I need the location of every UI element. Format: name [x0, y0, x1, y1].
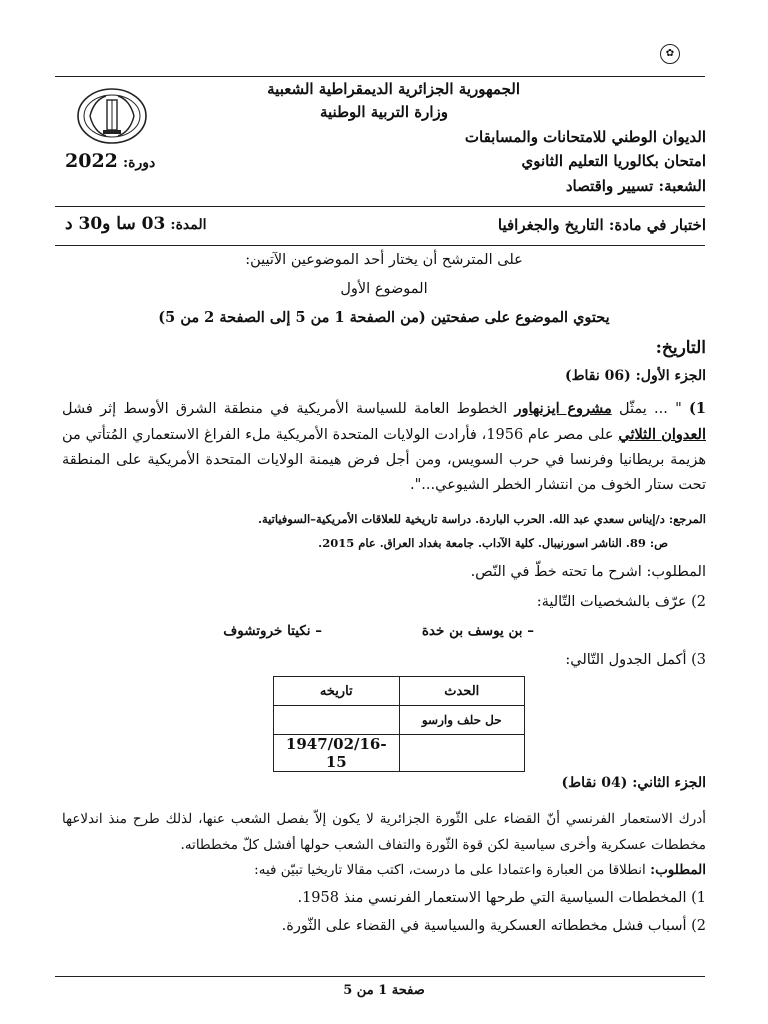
- table-cell-event: حل حلف وارسو: [399, 706, 525, 735]
- history-title: التاريخ:: [655, 338, 706, 358]
- table-header-row: [274, 677, 525, 706]
- header-mid-rule: [55, 206, 705, 207]
- q1-required: المطلوب: اشرح ما تحته خطّ في النّص.: [470, 564, 706, 580]
- table-header-date: تاريخه: [274, 677, 400, 706]
- part2-item1: 1) المخططات السياسية التي طرحها الاستعمار الفرنسي منذ 1958.: [297, 890, 706, 906]
- q1-term-eisenhower: مشروع ايزنهاور: [514, 400, 612, 417]
- part2-required: [254, 862, 706, 878]
- page-number: صفحة 1 من 5: [343, 983, 425, 998]
- part2-title: الجزء الثاني: (04 نقاط): [561, 775, 706, 791]
- pages-note: يحتوي الموضوع على صفحتين (من الصفحة 1 من 5 إلى الصفحة 2 من 5): [158, 309, 610, 326]
- person-benkhedda: – بن يوسف بن خدة: [421, 623, 534, 639]
- footer-rule: [55, 976, 705, 977]
- duration-value: 03 سا و30 د: [65, 214, 166, 234]
- header-top-rule: [55, 76, 705, 77]
- table-row: [274, 706, 525, 735]
- events-table: [273, 676, 525, 772]
- q1-text1: الخطوط العامة للسياسة الأمريكية في منطقة الشرق الأوسط إثر فشل: [62, 401, 515, 417]
- exam-name: امتحان بكالوريا التعليم الثانوي: [521, 152, 706, 170]
- part2-item2: 2) أسباب فشل مخططاته العسكرية والسياسية في القضاء على الثّورة.: [281, 918, 706, 934]
- q1-number: 1): [689, 400, 706, 417]
- office-name: الديوان الوطني للامتحانات والمسابقات: [464, 128, 706, 146]
- subject: اختبار في مادة: التاريخ والجغرافيا: [497, 216, 706, 234]
- reference-line1: المرجع: د/إيناس سعدي عبد الله. الحرب الباردة. دراسة تاريخية للعلاقات الأمريكية–السوفياتية.: [257, 512, 706, 526]
- table-cell-date: 1947/02/16-15: [274, 735, 400, 772]
- reference-line2: ص: 89. الناشر اسورنيبال. كلية الآداب. جامعة بغداد العراق. عام 2015.: [318, 536, 668, 550]
- duration: [65, 214, 207, 234]
- ministry-emblem-icon: [76, 86, 148, 146]
- q1-paragraph: [62, 396, 706, 498]
- part2-required-label: المطلوب:: [650, 862, 706, 878]
- topic-title: الموضوع الأول: [340, 281, 428, 297]
- duration-label: المدة:: [170, 217, 207, 233]
- choose-instruction: على المترشح أن يختار أحد الموضوعين الآتيين:: [245, 252, 523, 268]
- q1-term-tripartite: العدوان الثلاثي: [618, 426, 706, 443]
- flower-icon: ✿: [660, 44, 680, 64]
- q3: 3) أكمل الجدول التّالي:: [565, 652, 706, 668]
- session-label: دورة:: [122, 155, 156, 171]
- part2-required-text: انطلاقا من العبارة واعتمادا على ما درست، اكتب مقالا تاريخيا تبيّن فيه:: [254, 862, 651, 878]
- table-header-event: الحدث: [399, 677, 525, 706]
- ministry-name: وزارة التربية الوطنية: [319, 103, 448, 121]
- table-cell-date: [274, 706, 400, 735]
- table-cell-event: [399, 735, 525, 772]
- q1-open: " ... يمثّل: [611, 401, 690, 417]
- session-year: 2022: [65, 150, 118, 172]
- part1-title: الجزء الأول: (06 نقاط): [564, 368, 706, 384]
- q2: 2) عرّف بالشخصيات التّالية:: [536, 594, 706, 610]
- table-row: [274, 735, 525, 772]
- part2-text: أدرك الاستعمار الفرنسي أنّ القضاء على الثّورة الجزائرية لا يكون إلاّ بفصل الشعب عنها، لذلك طرح منذ اندلاعها مخططات عسكرية وأخرى سياسية لكن قوة الثّورة والتفاف الشعب حولها أفشل كلّ مخططاته.: [62, 811, 706, 853]
- branch-name: الشعبة: تسيير واقتصاد: [565, 177, 706, 195]
- person-khrushchev: – نكيتا خروتشوف: [223, 623, 322, 639]
- q1-text2: على مصر عام 1956، فأرادت الولايات المتحدة الأمريكية ملء الفراغ الاستعماري المُتأتي من هزيمة بريطانيا وفرنسا في حرب السويس، ومن أجل فرض هيمنة الولايات المتحدة الأمريكية على المنطقة تحت ستار الخوف من انتشار الخطر الشيوعي...".: [62, 427, 706, 493]
- republic-name: الجمهورية الجزائرية الديمقراطية الشعبية: [267, 80, 520, 98]
- session: [65, 150, 155, 172]
- header-bottom-rule: [55, 245, 705, 246]
